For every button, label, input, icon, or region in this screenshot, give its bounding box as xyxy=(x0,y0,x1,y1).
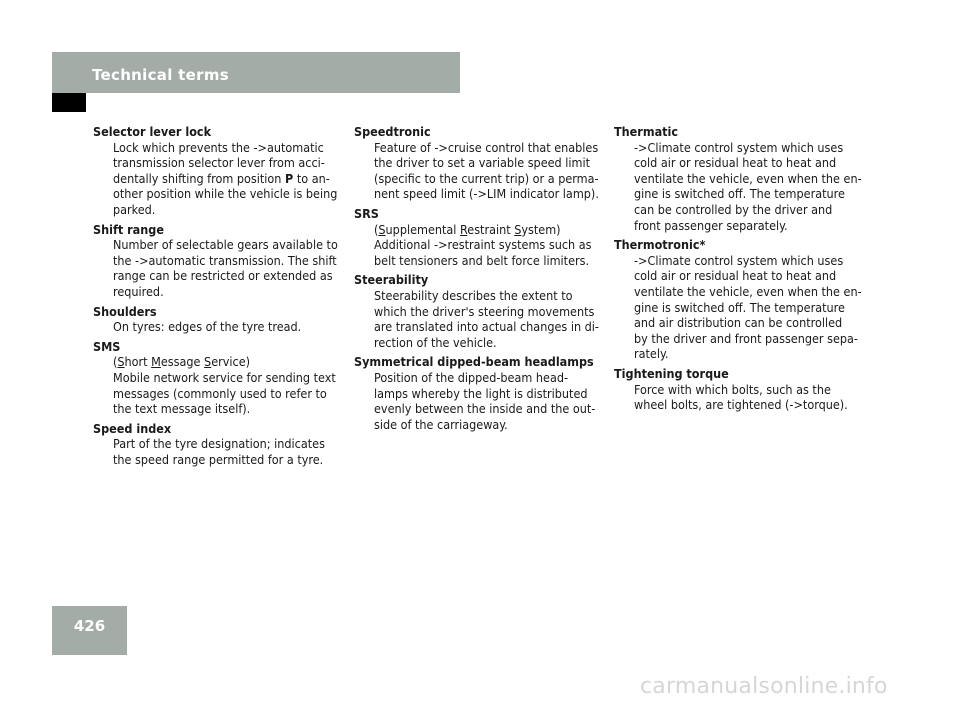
definition-line: Position of the dipped-beam head- xyxy=(374,369,569,385)
term-heading: SRS xyxy=(354,205,379,221)
term-heading: Speed index xyxy=(93,420,172,436)
definition-line: side of the carriageway. xyxy=(374,416,508,432)
definition-line: Force with which bolts, such as the xyxy=(634,381,831,397)
acronym-text: hort xyxy=(124,354,152,370)
glossary-entry-symmetrical-dipped-beam-headlamps xyxy=(354,354,604,432)
acronym-letter: R xyxy=(460,221,468,237)
definition-line: gine is switched off. The temperature xyxy=(634,299,845,315)
definition-line: Mobile network service for sending text xyxy=(113,369,336,385)
glossary-entry-speed-index xyxy=(93,421,341,468)
column-2 xyxy=(354,124,604,436)
acronym-text: ervice) xyxy=(211,354,251,370)
definition-line: cold air or residual heat to heat and xyxy=(634,155,837,171)
definition-line: the ->automatic transmission. The shift xyxy=(113,252,337,268)
definition-line-acronym xyxy=(354,222,604,238)
glossary-entry-sms xyxy=(93,339,341,417)
acronym-text: ystem) xyxy=(521,221,561,237)
definition-line: ventilate the vehicle, even when the en- xyxy=(634,170,862,186)
definition-line: ventilate the vehicle, even when the en- xyxy=(634,283,862,299)
corner-marker xyxy=(52,93,86,112)
term-heading: Steerability xyxy=(354,272,429,288)
term-heading: Thermotronic* xyxy=(614,237,706,253)
definition-line: are translated into actual changes in di- xyxy=(374,319,599,335)
glossary-entry-srs xyxy=(354,206,604,268)
definition-line: Lock which prevents the ->automatic xyxy=(113,139,324,155)
definition-line: ->Climate control system which uses xyxy=(634,139,844,155)
definition-line: lamps whereby the light is distributed xyxy=(374,385,588,401)
term-heading: Tightening torque xyxy=(614,365,729,381)
page-number: 426 xyxy=(73,617,106,635)
term-heading: Shift range xyxy=(93,221,164,237)
glossary-entry-shift-range xyxy=(93,222,341,300)
definition-line-acronym xyxy=(93,354,341,370)
definition-line: wheel bolts, are tightened (->torque). xyxy=(634,397,848,413)
definition-line: required. xyxy=(113,283,164,299)
glossary-entry-selector-lever-lock xyxy=(93,124,341,218)
term-heading: Thermatic xyxy=(614,124,679,139)
definition-line: parked. xyxy=(113,201,156,217)
definition-line: can be controlled by the driver and xyxy=(634,201,833,217)
definition-line: rately. xyxy=(634,346,669,362)
definition-line: Part of the tyre designation; indicates xyxy=(113,436,325,452)
definition-text: dentally shifting from position xyxy=(113,170,286,186)
definition-line: and air distribution can be controlled xyxy=(634,315,843,331)
definition-line: belt tensioners and belt force limiters. xyxy=(374,252,590,268)
term-heading: Symmetrical dipped-beam headlamps xyxy=(354,354,594,370)
definition-line: evenly between the inside and the out- xyxy=(374,401,596,417)
term-heading: Selector lever lock xyxy=(93,124,212,139)
definition-line: ->Climate control system which uses xyxy=(634,252,844,268)
term-heading: Shoulders xyxy=(93,303,157,319)
acronym-text: upplemental xyxy=(385,221,461,237)
term-heading: Speedtronic xyxy=(354,124,431,139)
acronym-letter: M xyxy=(151,354,161,370)
glossary-entry-steerability xyxy=(354,272,604,350)
definition-line: the speed range permitted for a tyre. xyxy=(113,451,324,467)
definition-line: cold air or residual heat to heat and xyxy=(634,268,837,284)
acronym-letter: S xyxy=(378,221,386,237)
definition-line: nent speed limit (->LIM indicator lamp). xyxy=(374,186,599,202)
glossary-entry-thermotronic xyxy=(614,237,864,362)
glossary-entry-tightening-torque xyxy=(614,366,864,413)
definition-line: front passenger separately. xyxy=(634,217,788,233)
glossary-entry-shoulders xyxy=(93,304,341,335)
term-heading: SMS xyxy=(93,338,121,354)
acronym-letter: S xyxy=(117,354,125,370)
definition-line: which the driver's steering movements xyxy=(374,303,595,319)
glossary-entry-thermatic xyxy=(614,124,864,233)
column-3 xyxy=(614,124,864,417)
definition-line: messages (commonly used to refer to xyxy=(113,385,327,401)
column-1 xyxy=(93,124,341,471)
acronym-text: essage xyxy=(160,354,205,370)
definition-line: transmission selector lever from acci- xyxy=(113,155,325,171)
definition-line: On tyres: edges of the tyre tread. xyxy=(113,319,302,335)
definition-line: by the driver and front passenger sepa- xyxy=(634,330,858,346)
acronym-letter: S xyxy=(514,221,522,237)
definition-line: Number of selectable gears available to xyxy=(113,237,338,253)
position-p-label: P xyxy=(285,170,294,186)
definition-line: Steerability describes the extent to xyxy=(374,287,573,303)
definition-line: Additional ->restraint systems such as xyxy=(374,237,592,253)
definition-line: rection of the vehicle. xyxy=(374,334,497,350)
definition-line: Feature of ->cruise control that enables xyxy=(374,139,599,155)
page-title: Technical terms xyxy=(92,66,229,84)
page-number-box xyxy=(52,606,127,655)
acronym-text: ( xyxy=(113,354,118,370)
acronym-text: ( xyxy=(374,221,379,237)
definition-line: the driver to set a variable speed limit xyxy=(374,155,590,171)
glossary-entry-speedtronic xyxy=(354,124,604,202)
acronym-text: estraint xyxy=(467,221,515,237)
definition-line: gine is switched off. The temperature xyxy=(634,186,845,202)
acronym-letter: S xyxy=(204,354,212,370)
definition-text: to an- xyxy=(293,170,330,186)
definition-line: other position while the vehicle is being xyxy=(113,186,338,202)
watermark: carmanualsonline.info xyxy=(640,674,888,699)
definition-line: (specific to the current trip) or a perma- xyxy=(374,170,599,186)
definition-line: range can be restricted or extended as xyxy=(113,268,333,284)
definition-line: the text message itself). xyxy=(113,401,251,417)
definition-line xyxy=(93,171,341,187)
